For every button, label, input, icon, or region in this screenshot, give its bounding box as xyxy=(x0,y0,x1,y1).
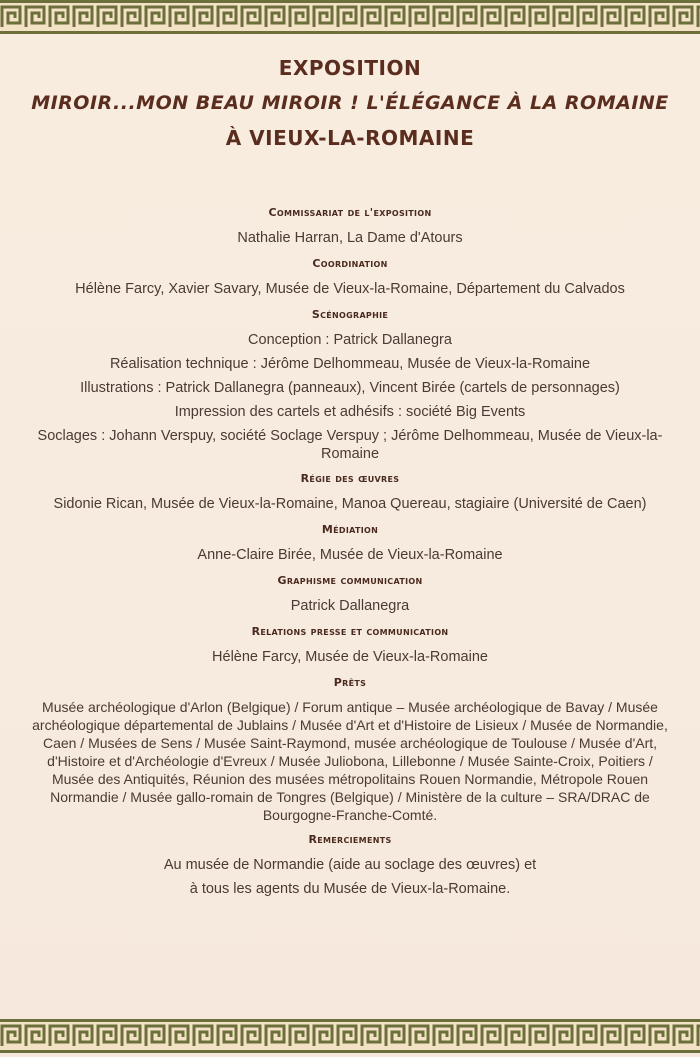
section-heading: Prêts xyxy=(333,676,367,689)
credit-line: Patrick Dallanegra xyxy=(290,598,410,614)
credit-line: Impression des cartels et adhésifs : société Big Events xyxy=(174,404,526,420)
section-remerciements xyxy=(30,829,670,899)
section-graphisme xyxy=(30,570,670,616)
credit-line: Conception : Patrick Dallanegra xyxy=(248,332,452,348)
section-scenographie xyxy=(30,304,670,463)
section-prets xyxy=(30,672,670,824)
credit-line: Anne-Claire Birée, Musée de Vieux-la-Romaine xyxy=(197,547,503,563)
credit-line: Soclages : Johann Verspuy, société Soclage Verspuy ; Jérôme Delhommeau, Musée de Vieux-la-Romaine xyxy=(37,428,663,462)
credit-line: Au musée de Normandie (aide au soclage des œuvres) et xyxy=(163,857,537,873)
credit-line: Réalisation technique : Jérôme Delhommeau, Musée de Vieux-la-Romaine xyxy=(109,356,591,372)
section-heading: Médiation xyxy=(321,523,379,536)
lenders-paragraph: Musée archéologique d'Arlon (Belgique) / Forum antique – Musée archéologique de Bavay / Musée archéologique départemental de Jublains / Musée d'Art et d'Histoire de Lisieux / Musée de Normandie, Caen / Musées de Sens / Musée Saint-Raymond, musée archéologique de Toulouse / Musée d'Art, d'Histoire et d'Archéologie d'Evreux / Musée Juliobona, Lillebonne / Musée Sainte-Croix, Poitiers / Musée des Antiquités, Réunion des musées métropolitains Rouen Normandie, Métropole Rouen Normandie / Musée gallo-romain de Tongres (Belgique) / Ministère de la culture – SRA/DRAC de Bourgogne-Franche-Comté. xyxy=(32,699,668,823)
section-heading: Régie des œuvres xyxy=(300,472,400,485)
section-heading: Remerciements xyxy=(308,833,392,846)
section-regie xyxy=(30,468,670,514)
section-mediation xyxy=(30,519,670,565)
section-coordination xyxy=(30,253,670,299)
section-relations xyxy=(30,621,670,667)
credit-line: à tous les agents du Musée de Vieux-la-Romaine. xyxy=(189,881,511,897)
meander-pattern-icon xyxy=(0,1022,700,1050)
title-exhibition-name: MIROIR...MON BEAU MIROIR ! L'ÉLÉGANCE À LA ROMAINE xyxy=(31,92,669,114)
credit-line: Hélène Farcy, Musée de Vieux-la-Romaine xyxy=(212,649,488,665)
credit-line: Nathalie Harran, La Dame d'Atours xyxy=(237,230,463,246)
credit-line: Sidonie Rican, Musée de Vieux-la-Romaine, Manoa Quereau, stagiaire (Université de Caen) xyxy=(53,496,647,512)
credit-line: Illustrations : Patrick Dallanegra (panneaux), Vincent Birée (cartels de personnages) xyxy=(80,380,620,396)
section-heading: Scénographie xyxy=(311,308,389,321)
section-heading: Commissariat de l'exposition xyxy=(268,206,432,219)
credit-line: Hélène Farcy, Xavier Savary, Musée de Vieux-la-Romaine, Département du Calvados xyxy=(75,281,625,297)
meander-pattern-icon xyxy=(0,3,700,31)
section-heading: Relations presse et communication xyxy=(251,625,449,638)
section-heading: Graphisme communication xyxy=(277,574,423,587)
greek-key-border-top xyxy=(0,0,700,34)
section-heading: Coordination xyxy=(312,257,388,270)
credits-list xyxy=(30,200,670,904)
title-exposition: EXPOSITION xyxy=(278,56,422,80)
title-location: À VIEUX-LA-ROMAINE xyxy=(225,126,475,150)
greek-key-border-bottom xyxy=(0,1019,700,1053)
exhibition-title-block xyxy=(0,52,700,150)
section-commissariat xyxy=(30,202,670,248)
